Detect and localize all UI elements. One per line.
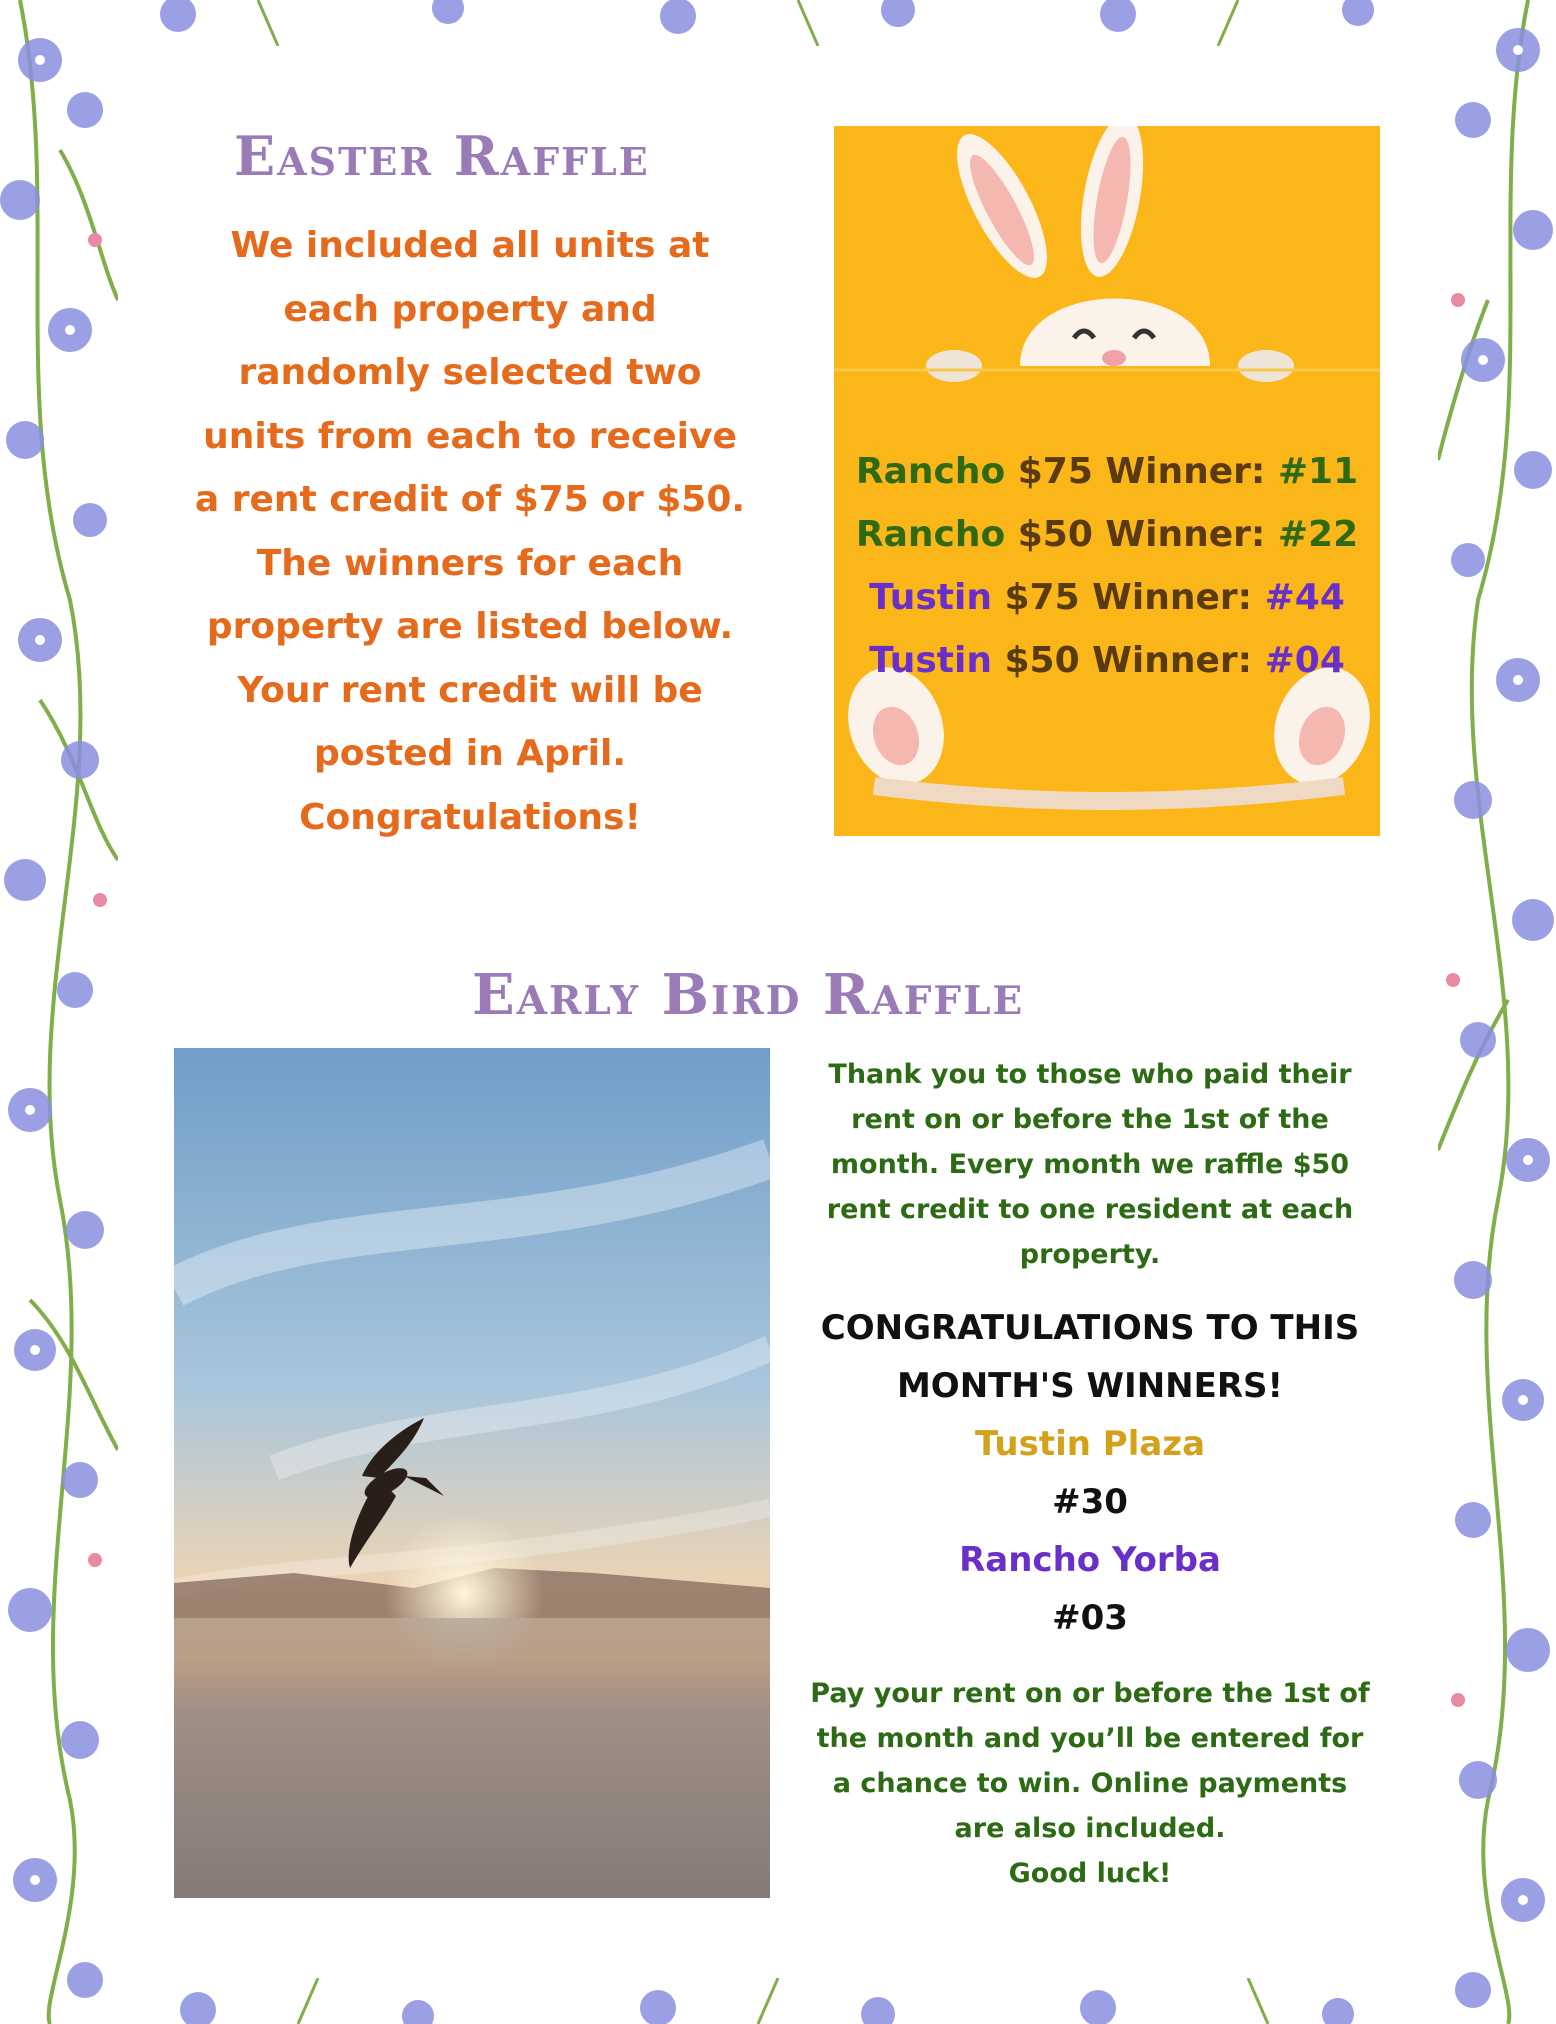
- floral-border-top: [118, 0, 1438, 46]
- flower-border-icon: [118, 1978, 1438, 2024]
- easter-line: We included all units at: [230, 225, 710, 266]
- easter-line: Your rent credit will be: [237, 669, 703, 711]
- easter-line: randomly selected two: [238, 352, 702, 393]
- congrats-title: CONGRATULATIONS TO THIS MONTH'S WINNERS!: [820, 1308, 1360, 1406]
- bird-icon: [174, 1048, 770, 1898]
- flower-border-icon: [1438, 0, 1556, 2024]
- floral-border-bottom: [118, 1978, 1438, 2024]
- winner-property-rancho: Rancho Yorba: [959, 1540, 1221, 1580]
- easter-raffle-heading: Easter Raffle: [234, 124, 650, 188]
- thanks-paragraph: Thank you to those who paid their rent on or before the 1st of the month. Every month we raffle $50 rent credit to one resident at each property.: [826, 1059, 1354, 1270]
- easter-winners-list: [834, 440, 1380, 692]
- easter-line: units from each to receive: [203, 415, 737, 457]
- easter-line: property are listed below.: [206, 606, 734, 647]
- easter-line: Congratulations!: [299, 796, 641, 838]
- easter-winner-row: Tustin $75 Winner: #44: [869, 577, 1345, 618]
- winner-number-rancho: #03: [1052, 1598, 1128, 1638]
- floral-border-left: [0, 0, 118, 2024]
- early-bird-raffle-heading: Early Bird Raffle: [472, 962, 1025, 1028]
- easter-winner-row: Rancho $75 Winner: #11: [855, 451, 1359, 492]
- flower-border-icon: [118, 0, 1438, 46]
- easter-line: each property and: [283, 288, 657, 330]
- winner-number-tustin: #30: [1052, 1482, 1128, 1522]
- winner-property-tustin: Tustin Plaza: [974, 1424, 1206, 1464]
- easter-winner-row: Rancho $50 Winner: #22: [855, 514, 1359, 555]
- easter-description: [180, 214, 760, 849]
- easter-winner-row: Tustin $50 Winner: #04: [869, 640, 1345, 681]
- easter-line: posted in April.: [313, 733, 627, 774]
- easter-line: a rent credit of $75 or $50.: [194, 479, 746, 520]
- flower-border-icon: [0, 0, 118, 2024]
- bird-photo: [174, 1048, 770, 1898]
- easter-line: The winners for each: [256, 542, 684, 584]
- early-bird-details: [800, 1052, 1380, 1896]
- easter-winners-card: [834, 126, 1380, 836]
- floral-border-right: [1438, 0, 1556, 2024]
- pay-paragraph: Pay your rent on or before the 1st of the month and you’ll be entered for a chance to win. Online payments are also included. Good luck!: [810, 1678, 1370, 1889]
